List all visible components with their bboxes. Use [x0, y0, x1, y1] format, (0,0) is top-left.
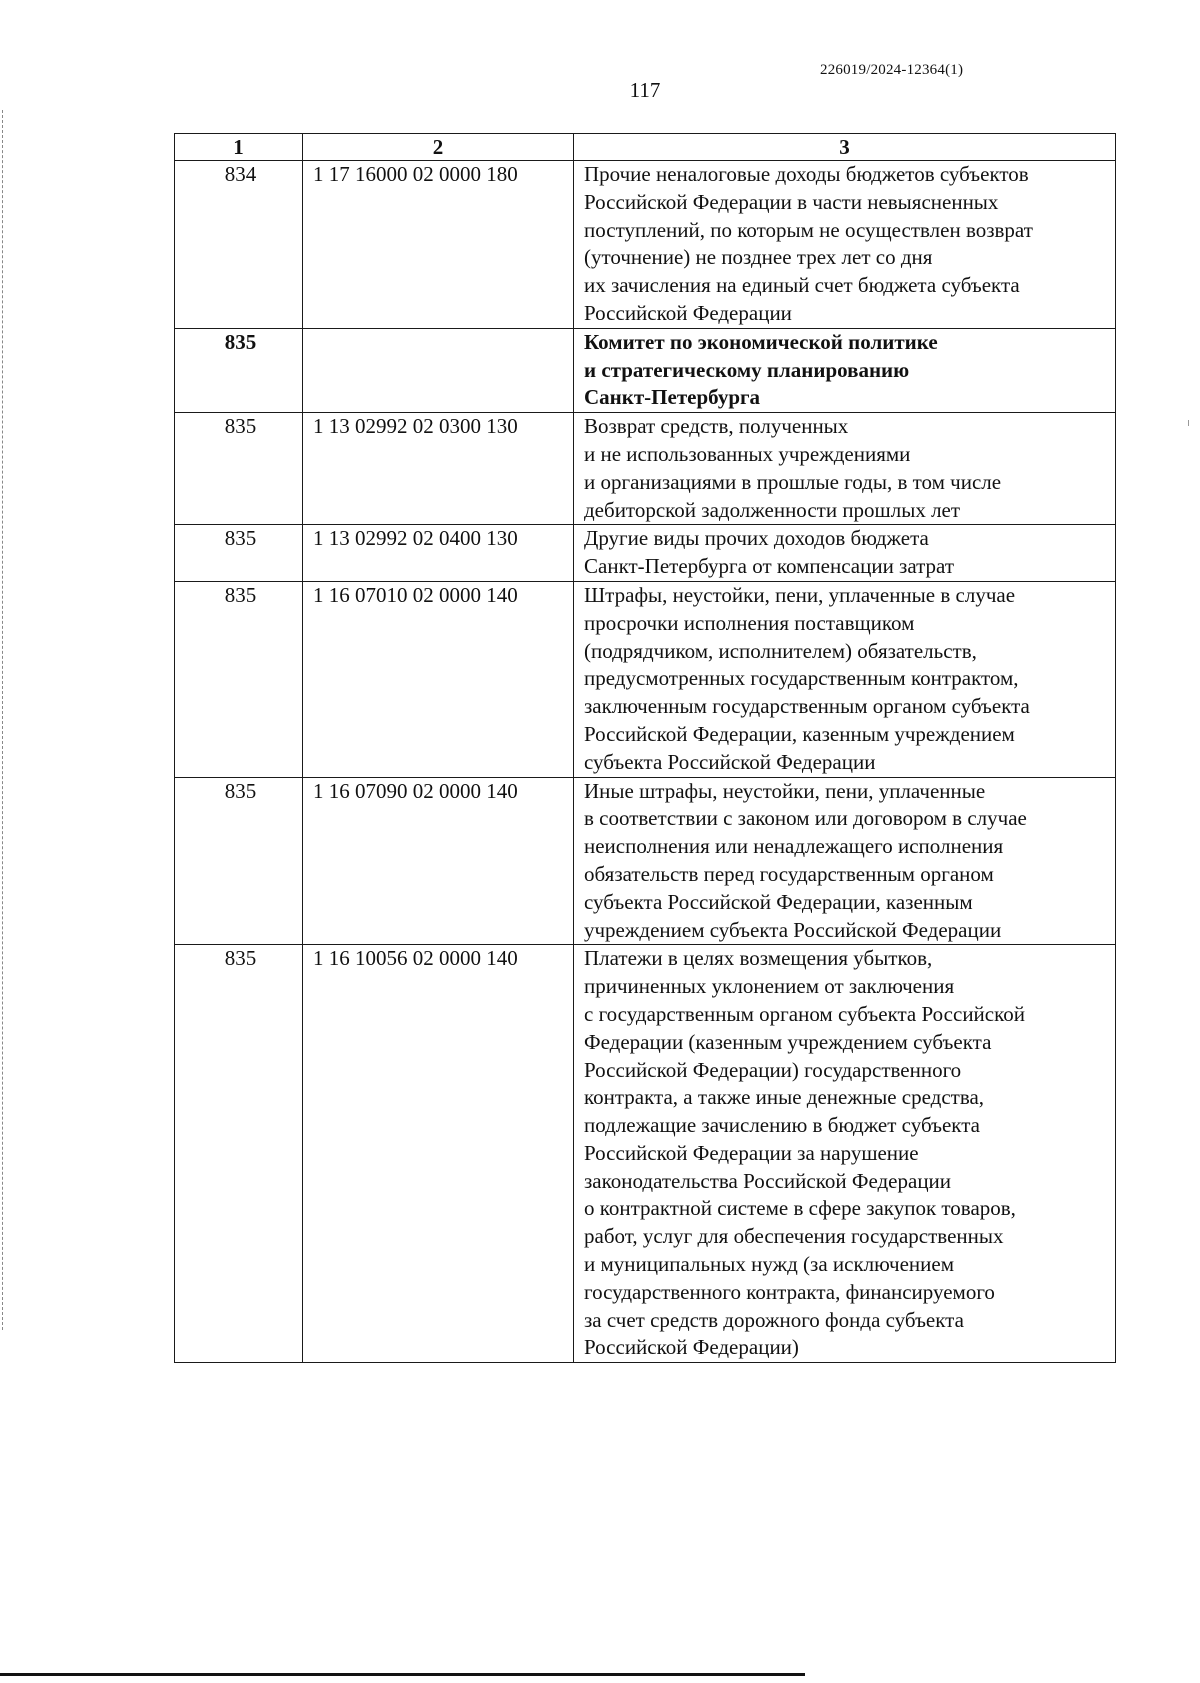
admin-code-cell: 835 — [175, 777, 303, 945]
description-line: учреждением субъекта Российской Федерации — [584, 917, 1002, 942]
description-line: причиненных уклонением от заключения — [584, 974, 955, 999]
table-row — [175, 945, 1116, 1363]
description-line: и муниципальных нужд (за исключением — [584, 1252, 954, 1277]
description-line: поступлений, по которым не осуществлен возврат — [584, 217, 1033, 242]
budget-code-cell: 1 16 07090 02 0000 140 — [303, 777, 574, 945]
description-line: неисполнения или ненадлежащего исполнения — [584, 834, 1004, 859]
description-cell — [574, 161, 1116, 329]
table-header-row — [175, 134, 1116, 161]
admin-code-cell: 835 — [175, 525, 303, 582]
description-line: субъекта Российской Федерации — [584, 749, 876, 774]
description-line: Российской Федерации) государственного — [584, 1057, 962, 1082]
header-col-1: 1 — [175, 134, 303, 161]
description-line: Иные штрафы, неустойки, пени, уплаченные — [584, 778, 986, 803]
description-line: подлежащие зачислению в бюджет субъекта — [584, 1113, 980, 1138]
description-line: (подрядчиком, исполнителем) обязательств, — [584, 638, 977, 663]
description-cell — [574, 581, 1116, 777]
description-line: Санкт-Петербурга от компенсации затрат — [584, 554, 955, 579]
admin-code-cell: 835 — [175, 581, 303, 777]
description-line: Комитет по экономической политике — [584, 329, 938, 354]
bottom-rule — [0, 1673, 805, 1676]
table-row — [175, 777, 1116, 945]
budget-code-cell — [303, 328, 574, 412]
description-line: и не использованных учреждениями — [584, 441, 911, 466]
description-line: Российской Федерации) — [584, 1335, 799, 1360]
description-line: о контрактной системе в сфере закупок товаров, — [584, 1196, 1016, 1221]
budget-code-cell: 1 16 10056 02 0000 140 — [303, 945, 574, 1363]
description-line: Платежи в целях возмещения убытков, — [584, 946, 933, 971]
description-line: (уточнение) не позднее трех лет со дня — [584, 245, 933, 270]
admin-code-cell: 835 — [175, 945, 303, 1363]
description-line: и организациями в прошлые годы, в том числе — [584, 469, 1002, 494]
table-body — [175, 161, 1116, 1363]
description-line: субъекта Российской Федерации, казенным — [584, 889, 973, 914]
scan-speck — [1188, 420, 1189, 426]
description-line: Российской Федерации в части невыясненных — [584, 189, 999, 214]
page-number: 117 — [629, 78, 661, 102]
description-line: заключенным государственным органом субъекта — [584, 694, 1030, 719]
document-id: 226019/2024-12364(1) — [820, 62, 964, 78]
description-line: Возврат средств, полученных — [584, 414, 849, 439]
table-row — [175, 581, 1116, 777]
table-row — [175, 413, 1116, 525]
description-line: государственного контракта, финансируемого — [584, 1279, 995, 1304]
description-line: их зачисления на единый счет бюджета субъекта — [584, 273, 1020, 298]
header-col-2: 2 — [303, 134, 574, 161]
description-cell — [574, 525, 1116, 582]
table-row — [175, 328, 1116, 412]
description-cell — [574, 328, 1116, 412]
table-row — [175, 525, 1116, 582]
description-line: Российской Федерации за нарушение — [584, 1140, 919, 1165]
header-col-3: 3 — [574, 134, 1116, 161]
description-line: и стратегическому планированию — [584, 357, 910, 382]
budget-classification-table — [174, 133, 1116, 1363]
description-cell — [574, 413, 1116, 525]
description-line: дебиторской задолженности прошлых лет — [584, 497, 961, 522]
description-line: Прочие неналоговые доходы бюджетов субъектов — [584, 162, 1029, 186]
budget-code-cell: 1 17 16000 02 0000 180 — [303, 161, 574, 329]
description-line: Другие виды прочих доходов бюджета — [584, 526, 929, 551]
description-line: работ, услуг для обеспечения государственных — [584, 1224, 1004, 1249]
budget-code-cell: 1 16 07010 02 0000 140 — [303, 581, 574, 777]
scan-margin-mark — [2, 110, 4, 1330]
description-cell — [574, 777, 1116, 945]
description-line: в соответствии с законом или договором в случае — [584, 806, 1027, 831]
description-line: просрочки исполнения поставщиком — [584, 610, 915, 635]
description-line: Штрафы, неустойки, пени, уплаченные в случае — [584, 582, 1016, 607]
description-line: Российской Федерации, казенным учреждением — [584, 721, 1015, 746]
admin-code-cell: 835 — [175, 328, 303, 412]
budget-code-cell: 1 13 02992 02 0400 130 — [303, 525, 574, 582]
description-line: предусмотренных государственным контрактом, — [584, 666, 1019, 691]
table-row — [175, 161, 1116, 329]
admin-code-cell: 835 — [175, 413, 303, 525]
description-line: контракта, а также иные денежные средства, — [584, 1085, 985, 1110]
budget-table-container — [174, 133, 1115, 1363]
description-line: обязательств перед государственным органом — [584, 861, 994, 886]
description-line: с государственным органом субъекта Российской — [584, 1001, 1025, 1026]
description-line: Федерации (казенным учреждением субъекта — [584, 1029, 992, 1054]
admin-code-cell: 834 — [175, 161, 303, 329]
description-line: законодательства Российской Федерации — [584, 1168, 952, 1193]
description-cell — [574, 945, 1116, 1363]
budget-code-cell: 1 13 02992 02 0300 130 — [303, 413, 574, 525]
description-line: Российской Федерации — [584, 300, 792, 325]
description-line: Санкт-Петербурга — [584, 385, 761, 410]
description-line: за счет средств дорожного фонда субъекта — [584, 1307, 964, 1332]
